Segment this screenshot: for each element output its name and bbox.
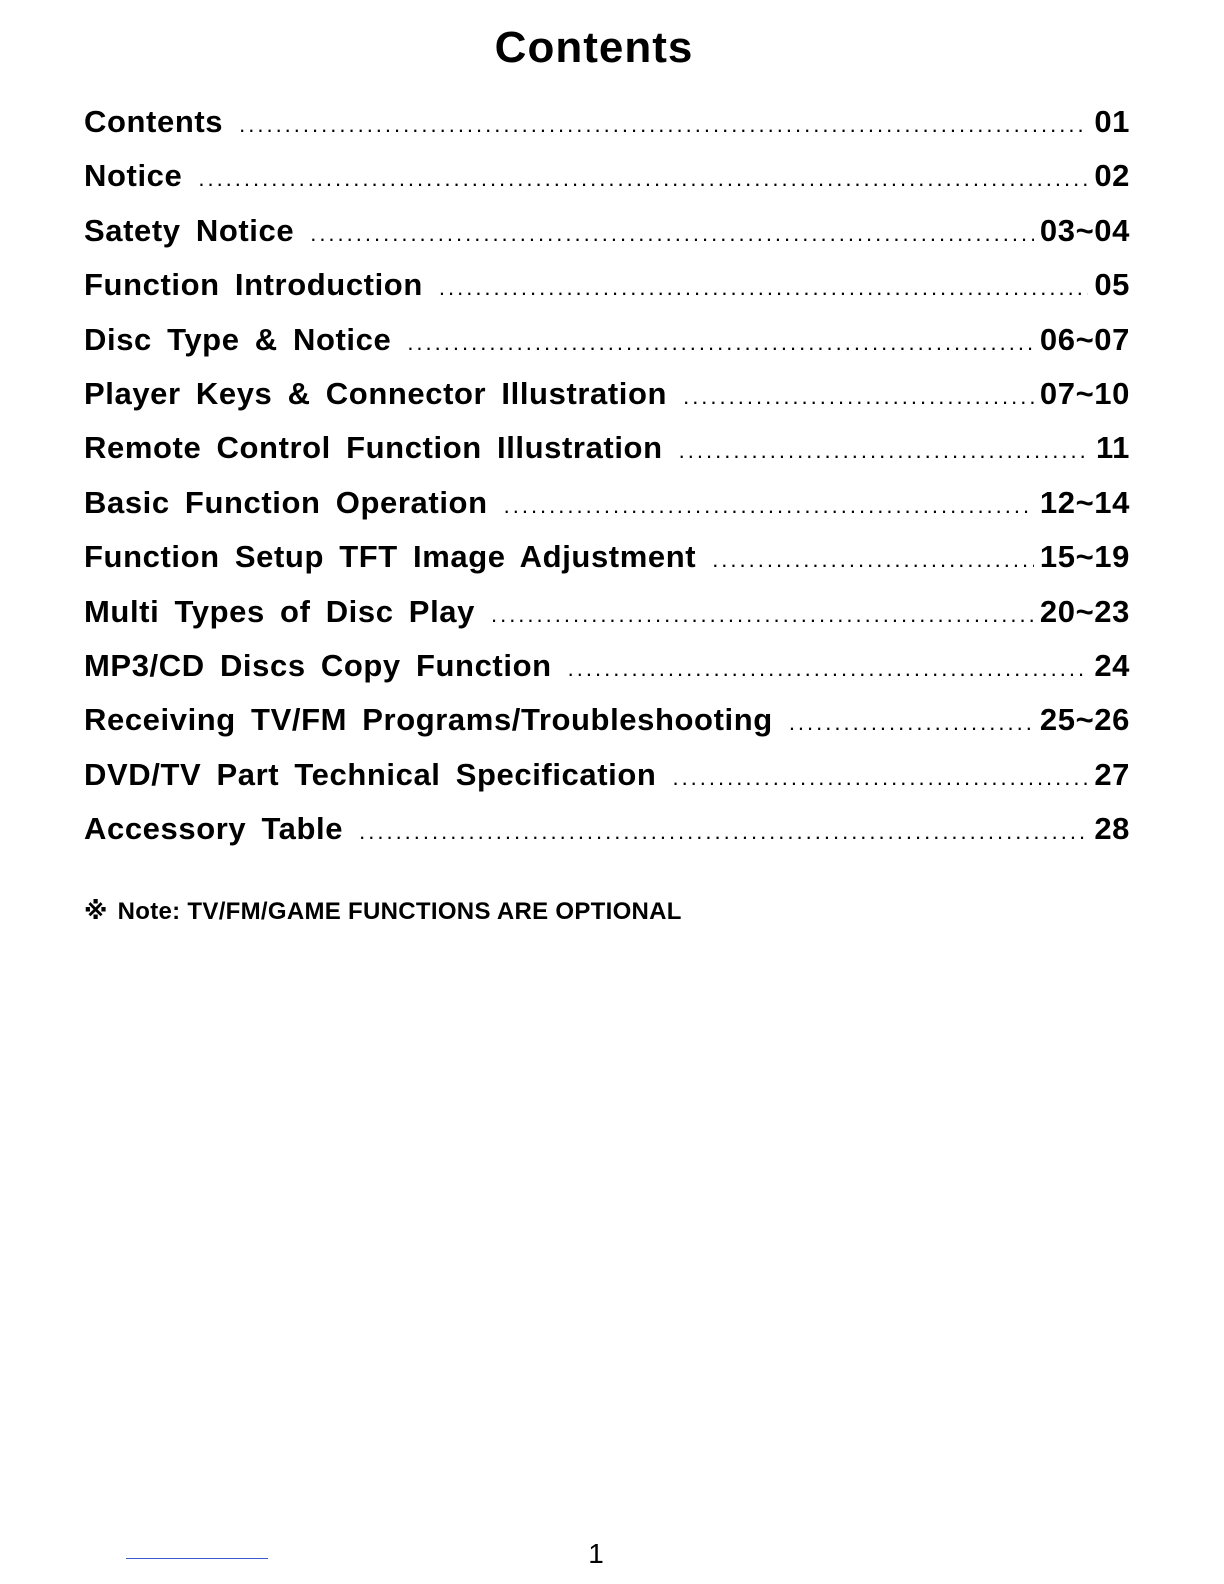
toc-entry-page: 06~07 [1039,321,1130,357]
toc-entry [84,485,1130,539]
toc-dot-leader [198,166,1088,192]
reference-mark-icon: ※ [84,898,108,925]
toc-entry-label: Satety Notice [84,212,295,248]
note-text: Note: TV/FM/GAME FUNCTIONS ARE OPTIONAL [117,898,682,925]
toc-dot-leader [310,221,1034,247]
toc-entry-page: 28 [1094,811,1130,847]
toc-dot-leader [439,275,1088,301]
toc-entry-label: Player Keys & Connector Illustration [84,375,668,411]
toc-dot-leader [789,710,1034,736]
toc-dot-leader [504,493,1034,519]
toc-dot-leader [683,384,1034,410]
toc-dot-leader [239,112,1088,138]
toc-entry-page: 25~26 [1039,702,1130,738]
toc-entry-label: Function Introduction [84,267,423,303]
table-of-contents [84,104,1130,865]
toc-entry [84,430,1130,484]
toc-entry [84,811,1130,865]
toc-entry [84,158,1130,212]
toc-entry-label: MP3/CD Discs Copy Function [84,647,552,683]
toc-entry-page: 02 [1094,158,1130,194]
toc-entry-label: Function Setup TFT Image Adjustment [84,539,697,575]
toc-dot-leader [491,602,1034,628]
toc-entry-label: Multi Types of Disc Play [84,593,475,629]
toc-entry-label: Basic Function Operation [84,484,488,520]
page-title: Contents [494,23,694,73]
page-number: 1 [588,1538,604,1569]
footer-rule [126,1558,268,1559]
toc-entry [84,213,1130,267]
toc-entry-label: Notice [84,158,183,194]
toc-entry-page: 15~19 [1039,539,1130,575]
toc-entry-page: 03~04 [1039,212,1130,248]
toc-entry-page: 07~10 [1039,375,1130,411]
toc-entry [84,539,1130,593]
optional-functions-note [84,897,682,926]
toc-dot-leader [407,330,1034,356]
toc-entry [84,757,1130,811]
toc-entry-label: Remote Control Function Illustration [84,430,663,466]
toc-entry [84,322,1130,376]
toc-entry-page: 01 [1094,104,1130,139]
toc-entry-label: Receiving TV/FM Programs/Troubleshooting [84,702,773,738]
toc-entry [84,648,1130,702]
toc-dot-leader [359,819,1088,845]
toc-entry-label: Disc Type & Notice [84,321,392,357]
toc-entry [84,702,1130,756]
toc-entry-page: 20~23 [1039,593,1130,629]
toc-entry-page: 24 [1094,647,1130,683]
toc-dot-leader [679,438,1090,464]
toc-entry [84,104,1130,158]
toc-entry [84,376,1130,430]
toc-entry-label: Contents [84,104,224,139]
toc-dot-leader [568,656,1089,682]
toc-entry [84,594,1130,648]
toc-entry-label: Accessory Table [84,811,344,847]
toc-entry-page: 11 [1096,430,1130,466]
toc-entry-page: 05 [1094,267,1130,303]
toc-entry-page: 27 [1094,756,1130,792]
toc-entry-page: 12~14 [1039,484,1130,520]
toc-entry-label: DVD/TV Part Technical Specification [84,756,657,792]
toc-dot-leader [712,547,1034,573]
toc-dot-leader [672,765,1088,791]
toc-entry [84,267,1130,321]
